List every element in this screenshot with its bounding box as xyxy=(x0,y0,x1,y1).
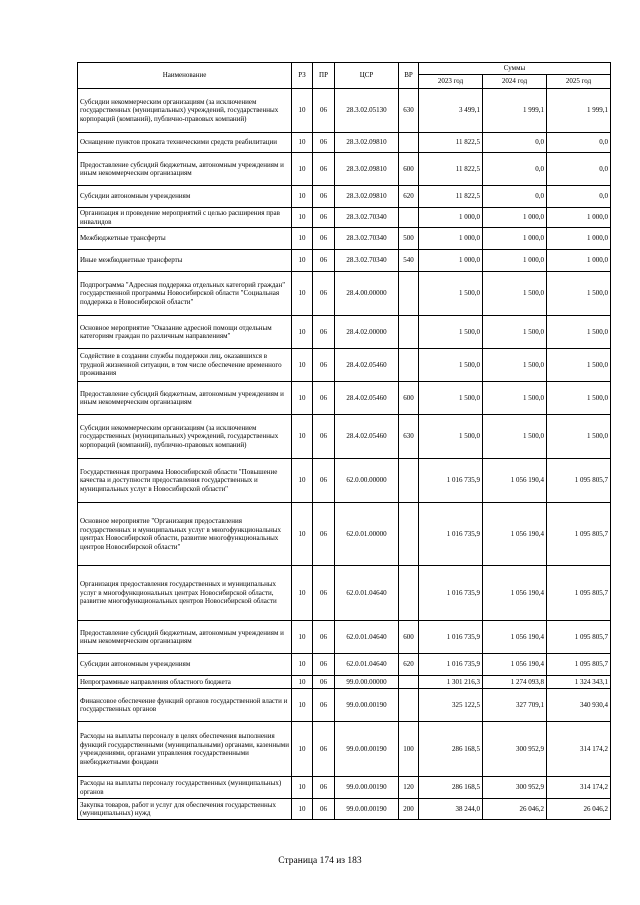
row-sum-2024: 1 500,0 xyxy=(483,272,547,316)
row-csr: 62.0.01.00000 xyxy=(335,503,399,566)
row-sum-2025: 1 000,0 xyxy=(547,208,611,228)
row-name: Основное мероприятие "Организация предоставления государственных и муниципальных услуг в многофункциональных центрах Новосибирской области, развитие многофункциональных центров Новосибирской области" xyxy=(78,503,292,566)
row-sum-2025: 0,0 xyxy=(547,186,611,208)
row-sum-2025: 26 046,2 xyxy=(547,799,611,820)
row-csr: 28.3.02.09810 xyxy=(335,186,399,208)
page-number: Страница 174 из 183 xyxy=(278,856,362,866)
row-csr: 62.0.01.04640 xyxy=(335,566,399,621)
row-sum-2024: 1 056 190,4 xyxy=(483,621,547,654)
row-sum-2024: 1 056 190,4 xyxy=(483,503,547,566)
row-pr: 06 xyxy=(313,777,335,799)
table-row xyxy=(78,799,611,820)
row-name: Субсидии автономным учреждениям xyxy=(78,654,292,676)
row-sum-2024: 1 500,0 xyxy=(483,382,547,415)
row-sum-2023: 1 016 735,9 xyxy=(419,566,483,621)
table-row xyxy=(78,186,611,208)
row-sum-2024: 1 500,0 xyxy=(483,349,547,382)
row-sum-2025: 1 095 805,7 xyxy=(547,654,611,676)
row-sum-2023: 1 016 735,9 xyxy=(419,459,483,503)
row-sum-2023: 11 822,5 xyxy=(419,133,483,153)
row-vr xyxy=(399,316,419,349)
row-rz: 10 xyxy=(292,349,313,382)
table-row xyxy=(78,777,611,799)
row-rz: 10 xyxy=(292,153,313,186)
row-rz: 10 xyxy=(292,208,313,228)
row-pr: 06 xyxy=(313,621,335,654)
row-sum-2025: 314 174,2 xyxy=(547,777,611,799)
row-sum-2024: 26 046,2 xyxy=(483,799,547,820)
row-pr: 06 xyxy=(313,349,335,382)
budget-table xyxy=(77,62,611,820)
row-sum-2024: 1 274 093,8 xyxy=(483,676,547,689)
table-row xyxy=(78,250,611,272)
table-row xyxy=(78,722,611,777)
row-name: Субсидии некоммерческим организациям (за исключением государственных (муниципальных) учреждений, государственных корпораций (компаний), публично-правовых компаний) xyxy=(78,415,292,459)
row-csr: 99.0.00.00190 xyxy=(335,722,399,777)
row-sum-2025: 1 500,0 xyxy=(547,382,611,415)
row-sum-2025: 1 500,0 xyxy=(547,349,611,382)
table-row xyxy=(78,676,611,689)
row-pr: 06 xyxy=(313,153,335,186)
row-sum-2023: 1 016 735,9 xyxy=(419,621,483,654)
row-sum-2023: 1 000,0 xyxy=(419,250,483,272)
row-sum-2024: 1 056 190,4 xyxy=(483,566,547,621)
row-sum-2023: 1 000,0 xyxy=(419,228,483,250)
row-sum-2023: 1 500,0 xyxy=(419,316,483,349)
row-sum-2025: 340 930,4 xyxy=(547,689,611,722)
row-vr: 100 xyxy=(399,722,419,777)
table-row xyxy=(78,316,611,349)
row-sum-2024: 1 500,0 xyxy=(483,316,547,349)
row-name: Межбюджетные трансферты xyxy=(78,228,292,250)
row-vr: 200 xyxy=(399,799,419,820)
row-vr: 500 xyxy=(399,228,419,250)
row-sum-2023: 1 016 735,9 xyxy=(419,654,483,676)
table-row xyxy=(78,382,611,415)
row-pr: 06 xyxy=(313,382,335,415)
row-csr: 28.3.02.70340 xyxy=(335,208,399,228)
row-rz: 10 xyxy=(292,186,313,208)
row-rz: 10 xyxy=(292,382,313,415)
row-pr: 06 xyxy=(313,89,335,133)
row-sum-2024: 1 000,0 xyxy=(483,250,547,272)
row-sum-2023: 1 500,0 xyxy=(419,382,483,415)
header-year-2025: 2025 год xyxy=(547,75,611,89)
row-csr: 28.4.02.05460 xyxy=(335,382,399,415)
header-csr: ЦСР xyxy=(335,63,399,89)
row-vr: 620 xyxy=(399,186,419,208)
header-vr: ВР xyxy=(399,63,419,89)
row-pr: 06 xyxy=(313,228,335,250)
row-sum-2025: 1 000,0 xyxy=(547,228,611,250)
row-sum-2024: 0,0 xyxy=(483,133,547,153)
row-vr: 620 xyxy=(399,654,419,676)
row-rz: 10 xyxy=(292,459,313,503)
row-rz: 10 xyxy=(292,676,313,689)
row-vr xyxy=(399,689,419,722)
row-name: Предоставление субсидий бюджетным, автономным учреждениям и иным некоммерческим организациям xyxy=(78,621,292,654)
row-rz: 10 xyxy=(292,316,313,349)
row-pr: 06 xyxy=(313,566,335,621)
row-pr: 06 xyxy=(313,654,335,676)
table-row xyxy=(78,566,611,621)
row-vr: 600 xyxy=(399,153,419,186)
row-pr: 06 xyxy=(313,799,335,820)
row-name: Предоставление субсидий бюджетным, автономным учреждениям и иным некоммерческим организациям xyxy=(78,153,292,186)
header-year-2023: 2023 год xyxy=(419,75,483,89)
row-pr: 06 xyxy=(313,316,335,349)
table-row xyxy=(78,228,611,250)
header-rz: РЗ xyxy=(292,63,313,89)
row-name: Субсидии автономным учреждениям xyxy=(78,186,292,208)
row-name: Содействие в создании службы поддержки лиц, оказавшихся в трудной жизненной ситуации, в том числе обеспечение временного проживания xyxy=(78,349,292,382)
table-row xyxy=(78,459,611,503)
row-name: Организация предоставления государственных и муниципальных услуг в многофункциональных центрах Новосибирской области, развитие многофункциональных центров Новосибирской области xyxy=(78,566,292,621)
row-csr: 99.0.00.00190 xyxy=(335,777,399,799)
row-csr: 28.4.00.00000 xyxy=(335,272,399,316)
row-sum-2024: 0,0 xyxy=(483,153,547,186)
row-rz: 10 xyxy=(292,777,313,799)
row-rz: 10 xyxy=(292,654,313,676)
row-csr: 28.4.02.00000 xyxy=(335,316,399,349)
table-header xyxy=(78,63,611,89)
row-csr: 28.3.02.70340 xyxy=(335,250,399,272)
row-vr xyxy=(399,349,419,382)
row-name: Организация и проведение мероприятий с целью расширения прав инвалидов xyxy=(78,208,292,228)
row-sum-2024: 300 952,9 xyxy=(483,777,547,799)
row-sum-2025: 1 999,1 xyxy=(547,89,611,133)
row-pr: 06 xyxy=(313,250,335,272)
row-csr: 28.3.02.70340 xyxy=(335,228,399,250)
row-sum-2025: 1 324 343,1 xyxy=(547,676,611,689)
row-sum-2024: 1 056 190,4 xyxy=(483,459,547,503)
row-name: Подпрограмма "Адресная поддержка отдельных категорий граждан" государственной программы Новосибирской области "Социальная поддержка в Новосибирской области" xyxy=(78,272,292,316)
row-rz: 10 xyxy=(292,250,313,272)
row-sum-2025: 1 000,0 xyxy=(547,250,611,272)
row-sum-2023: 1 301 216,3 xyxy=(419,676,483,689)
row-pr: 06 xyxy=(313,459,335,503)
row-sum-2023: 1 000,0 xyxy=(419,208,483,228)
row-sum-2025: 1 095 805,7 xyxy=(547,459,611,503)
header-sums: Суммы xyxy=(419,63,611,75)
row-pr: 06 xyxy=(313,272,335,316)
row-pr: 06 xyxy=(313,208,335,228)
row-rz: 10 xyxy=(292,133,313,153)
table-row xyxy=(78,208,611,228)
table-row xyxy=(78,689,611,722)
row-sum-2023: 38 244,0 xyxy=(419,799,483,820)
header-year-2024: 2024 год xyxy=(483,75,547,89)
row-name: Государственная программа Новосибирской области "Повышение качества и доступности предоставления государственных и муниципальных услуг в Новосибирской области" xyxy=(78,459,292,503)
row-name: Предоставление субсидий бюджетным, автономным учреждениям и иным некоммерческим организациям xyxy=(78,382,292,415)
header-name: Наименование xyxy=(78,63,292,89)
row-csr: 99.0.00.00190 xyxy=(335,799,399,820)
table-row xyxy=(78,415,611,459)
row-vr: 630 xyxy=(399,89,419,133)
row-sum-2025: 314 174,2 xyxy=(547,722,611,777)
row-sum-2025: 1 095 805,7 xyxy=(547,621,611,654)
table-row xyxy=(78,503,611,566)
row-pr: 06 xyxy=(313,689,335,722)
row-vr xyxy=(399,133,419,153)
row-name: Расходы на выплаты персоналу государственных (муниципальных) органов xyxy=(78,777,292,799)
row-sum-2023: 11 822,5 xyxy=(419,153,483,186)
row-vr xyxy=(399,208,419,228)
row-rz: 10 xyxy=(292,722,313,777)
row-sum-2023: 3 499,1 xyxy=(419,89,483,133)
row-sum-2024: 1 000,0 xyxy=(483,208,547,228)
row-sum-2024: 300 952,9 xyxy=(483,722,547,777)
row-pr: 06 xyxy=(313,415,335,459)
row-name: Оснащение пунктов проката техническими средств реабилитации xyxy=(78,133,292,153)
row-csr: 62.0.00.00000 xyxy=(335,459,399,503)
row-vr xyxy=(399,676,419,689)
row-pr: 06 xyxy=(313,133,335,153)
row-rz: 10 xyxy=(292,89,313,133)
table-row xyxy=(78,133,611,153)
row-vr xyxy=(399,272,419,316)
row-vr xyxy=(399,503,419,566)
row-name: Расходы на выплаты персоналу в целях обеспечения выполнения функций государственными (муниципальными) органами, казенными учреждениями, органами управления государственными внебюджетными фондами xyxy=(78,722,292,777)
table-row xyxy=(78,89,611,133)
row-csr: 28.3.02.09810 xyxy=(335,153,399,186)
row-vr: 540 xyxy=(399,250,419,272)
row-sum-2023: 286 168,5 xyxy=(419,777,483,799)
row-rz: 10 xyxy=(292,503,313,566)
row-sum-2024: 0,0 xyxy=(483,186,547,208)
row-sum-2025: 1 095 805,7 xyxy=(547,503,611,566)
row-vr xyxy=(399,459,419,503)
row-sum-2025: 0,0 xyxy=(547,133,611,153)
row-sum-2024: 1 999,1 xyxy=(483,89,547,133)
table-row xyxy=(78,621,611,654)
row-csr: 62.0.01.04640 xyxy=(335,654,399,676)
row-name: Закупка товаров, работ и услуг для обеспечения государственных (муниципальных) нужд xyxy=(78,799,292,820)
row-name: Иные межбюджетные трансферты xyxy=(78,250,292,272)
row-sum-2023: 1 016 735,9 xyxy=(419,503,483,566)
table-body xyxy=(78,89,611,820)
header-pr: ПР xyxy=(313,63,335,89)
row-name: Финансовое обеспечение функций органов государственной власти и государственных органов xyxy=(78,689,292,722)
row-pr: 06 xyxy=(313,186,335,208)
row-rz: 10 xyxy=(292,689,313,722)
row-rz: 10 xyxy=(292,272,313,316)
table-row xyxy=(78,272,611,316)
row-csr: 28.3.02.09810 xyxy=(335,133,399,153)
row-name: Непрограммные направления областного бюджета xyxy=(78,676,292,689)
row-sum-2024: 1 000,0 xyxy=(483,228,547,250)
row-rz: 10 xyxy=(292,566,313,621)
row-csr: 62.0.01.04640 xyxy=(335,621,399,654)
row-sum-2023: 1 500,0 xyxy=(419,272,483,316)
row-sum-2025: 1 500,0 xyxy=(547,316,611,349)
row-sum-2023: 1 500,0 xyxy=(419,349,483,382)
row-csr: 99.0.00.00000 xyxy=(335,676,399,689)
row-vr: 600 xyxy=(399,621,419,654)
row-vr xyxy=(399,566,419,621)
row-rz: 10 xyxy=(292,621,313,654)
row-csr: 99.0.00.00190 xyxy=(335,689,399,722)
row-pr: 06 xyxy=(313,722,335,777)
row-sum-2025: 0,0 xyxy=(547,153,611,186)
row-sum-2024: 327 709,1 xyxy=(483,689,547,722)
table-row xyxy=(78,654,611,676)
row-sum-2025: 1 095 805,7 xyxy=(547,566,611,621)
row-vr: 630 xyxy=(399,415,419,459)
row-sum-2023: 1 500,0 xyxy=(419,415,483,459)
row-csr: 28.4.02.05460 xyxy=(335,349,399,382)
row-csr: 28.3.02.05130 xyxy=(335,89,399,133)
row-pr: 06 xyxy=(313,676,335,689)
row-name: Субсидии некоммерческим организациям (за исключением государственных (муниципальных) учреждений, государственных корпораций (компаний), публично-правовых компаний) xyxy=(78,89,292,133)
row-name: Основное мероприятие "Оказание адресной помощи отдельным категориям граждан по различным направлениям" xyxy=(78,316,292,349)
row-vr: 120 xyxy=(399,777,419,799)
row-csr: 28.4.02.05460 xyxy=(335,415,399,459)
row-vr: 600 xyxy=(399,382,419,415)
row-pr: 06 xyxy=(313,503,335,566)
row-rz: 10 xyxy=(292,228,313,250)
row-sum-2023: 286 168,5 xyxy=(419,722,483,777)
row-sum-2025: 1 500,0 xyxy=(547,415,611,459)
table-row xyxy=(78,349,611,382)
table-row xyxy=(78,153,611,186)
row-sum-2024: 1 500,0 xyxy=(483,415,547,459)
row-rz: 10 xyxy=(292,799,313,820)
row-sum-2023: 325 122,5 xyxy=(419,689,483,722)
row-rz: 10 xyxy=(292,415,313,459)
row-sum-2024: 1 056 190,4 xyxy=(483,654,547,676)
row-sum-2025: 1 500,0 xyxy=(547,272,611,316)
row-sum-2023: 11 822,5 xyxy=(419,186,483,208)
